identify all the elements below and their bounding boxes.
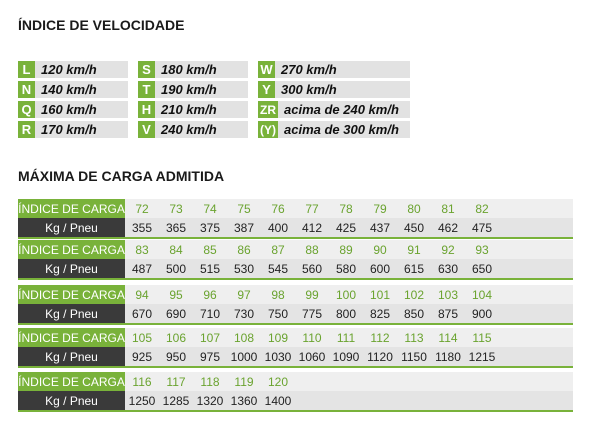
load-index-cell: 98	[271, 287, 285, 302]
kg-cell: 1360	[230, 393, 258, 408]
load-block	[18, 328, 573, 368]
load-index-label: ÍNDICE DE CARGA	[18, 199, 125, 218]
load-index-cell: 93	[475, 242, 489, 257]
load-index-cell: 109	[267, 330, 289, 345]
load-index-cell: 87	[271, 242, 285, 257]
kg-cell: 630	[437, 261, 459, 276]
speed-code: ZR	[260, 102, 276, 117]
load-index-cell: 117	[166, 374, 186, 389]
kg-cell: 545	[267, 261, 289, 276]
load-index-cell: 107	[199, 330, 221, 345]
block-underline	[18, 323, 573, 325]
kg-cell: 437	[369, 220, 391, 235]
kg-row	[18, 347, 573, 366]
speed-code: S	[138, 61, 155, 78]
load-index-cell: 104	[471, 287, 493, 302]
speed-value: 300 km/h	[281, 82, 337, 97]
load-index-cell: 94	[135, 287, 149, 302]
load-index-cell: 84	[169, 242, 183, 257]
kg-label: Kg / Pneu	[18, 304, 125, 323]
kg-cell: 365	[165, 220, 187, 235]
load-index-cell: 119	[234, 374, 254, 389]
kg-label: Kg / Pneu	[18, 259, 125, 278]
load-index-cell: 90	[373, 242, 387, 257]
load-index-cell: 88	[305, 242, 319, 257]
kg-cell: 925	[131, 349, 153, 364]
kg-cell: 615	[403, 261, 425, 276]
speed-item	[138, 81, 248, 98]
load-index-cell: 76	[271, 201, 285, 216]
kg-cell: 850	[403, 306, 425, 321]
kg-row	[18, 259, 573, 278]
speed-value: 270 km/h	[281, 62, 337, 77]
kg-cell: 500	[165, 261, 187, 276]
kg-row	[18, 391, 573, 410]
kg-cell: 400	[267, 220, 289, 235]
load-index-cell: 74	[203, 201, 217, 216]
block-underline	[18, 366, 573, 368]
kg-cell: 355	[131, 220, 153, 235]
speed-item	[18, 81, 128, 98]
load-index-cell: 112	[370, 330, 390, 345]
speed-item	[18, 121, 128, 138]
load-index-cell: 103	[437, 287, 459, 302]
load-index-cell: 108	[233, 330, 255, 345]
speed-value: acima de 300 km/h	[284, 122, 399, 137]
load-index-cell: 75	[237, 201, 251, 216]
load-block	[18, 285, 573, 325]
speed-value: acima de 240 km/h	[284, 102, 399, 117]
load-index-cell: 79	[373, 201, 387, 216]
load-index-cell: 73	[169, 201, 183, 216]
kg-cell: 690	[165, 306, 187, 321]
load-index-cell: 118	[200, 374, 220, 389]
load-index-cell: 92	[441, 242, 455, 257]
speed-index-title: ÍNDICE DE VELOCIDADE	[18, 17, 185, 33]
speed-value: 240 km/h	[161, 122, 217, 137]
load-index-cell: 96	[203, 287, 217, 302]
load-index-row	[18, 328, 573, 347]
kg-cell: 487	[131, 261, 153, 276]
kg-cell: 1090	[332, 349, 360, 364]
kg-cell: 650	[471, 261, 493, 276]
load-index-row	[18, 285, 573, 304]
block-underline	[18, 410, 573, 412]
speed-value: 170 km/h	[41, 122, 97, 137]
load-index-cell: 99	[305, 287, 319, 302]
speed-value: 190 km/h	[161, 82, 217, 97]
speed-code: Q	[18, 101, 35, 118]
block-underline	[18, 278, 573, 280]
load-index-title: MÁXIMA DE CARGA ADMITIDA	[18, 168, 225, 184]
speed-code: R	[18, 121, 35, 138]
kg-label: Kg / Pneu	[18, 347, 125, 366]
load-index-cell: 113	[404, 330, 424, 345]
speed-code: V	[138, 121, 155, 138]
kg-cell: 475	[471, 220, 493, 235]
speed-code: H	[138, 101, 155, 118]
kg-label: Kg / Pneu	[18, 391, 125, 410]
speed-value: 180 km/h	[161, 62, 217, 77]
kg-cell: 1320	[196, 393, 224, 408]
kg-cell: 515	[199, 261, 221, 276]
kg-cell: 450	[403, 220, 425, 235]
load-index-label: ÍNDICE DE CARGA	[18, 240, 125, 259]
load-index-cell: 91	[407, 242, 421, 257]
speed-item	[138, 121, 248, 138]
kg-cell: 1000	[230, 349, 258, 364]
kg-cell: 600	[369, 261, 391, 276]
kg-cell: 750	[267, 306, 289, 321]
load-index-cell: 89	[339, 242, 353, 257]
kg-cell: 1215	[468, 349, 496, 364]
load-index-cell: 77	[305, 201, 319, 216]
kg-cell: 412	[301, 220, 323, 235]
kg-cell: 670	[131, 306, 153, 321]
kg-cell: 710	[199, 306, 221, 321]
load-index-label: ÍNDICE DE CARGA	[18, 285, 125, 304]
kg-cell: 1285	[162, 393, 190, 408]
kg-cell: 775	[301, 306, 323, 321]
kg-cell: 800	[335, 306, 357, 321]
kg-cell: 1250	[128, 393, 156, 408]
speed-item	[138, 61, 248, 78]
load-index-cell: 106	[165, 330, 187, 345]
load-index-cell: 110	[302, 330, 322, 345]
speed-item	[258, 81, 410, 98]
load-index-cell: 83	[135, 242, 149, 257]
kg-cell: 1030	[264, 349, 292, 364]
speed-code: Y	[258, 81, 275, 98]
speed-item	[258, 121, 410, 138]
load-index-cell: 120	[267, 374, 289, 389]
kg-cell: 580	[335, 261, 357, 276]
load-index-row	[18, 372, 573, 391]
load-block	[18, 240, 573, 280]
load-index-cell: 116	[132, 374, 152, 389]
kg-cell: 825	[369, 306, 391, 321]
load-index-cell: 72	[135, 201, 149, 216]
block-underline	[18, 237, 573, 239]
kg-cell: 900	[471, 306, 493, 321]
speed-item	[138, 101, 248, 118]
kg-cell: 730	[233, 306, 255, 321]
speed-item	[258, 61, 410, 78]
load-index-label: ÍNDICE DE CARGA	[18, 372, 125, 391]
kg-cell: 975	[199, 349, 221, 364]
kg-cell: 1400	[264, 393, 292, 408]
speed-item	[18, 101, 128, 118]
kg-cell: 950	[165, 349, 187, 364]
kg-cell: 387	[233, 220, 255, 235]
speed-code: N	[18, 81, 35, 98]
speed-value: 210 km/h	[161, 102, 217, 117]
speed-code: L	[18, 61, 35, 78]
load-block	[18, 372, 573, 412]
kg-cell: 425	[335, 220, 357, 235]
load-index-cell: 80	[407, 201, 421, 216]
speed-code: (Y)	[260, 122, 276, 137]
load-index-cell: 81	[441, 201, 455, 216]
load-index-row	[18, 240, 573, 259]
speed-item	[18, 61, 128, 78]
load-index-cell: 85	[203, 242, 217, 257]
load-index-cell: 95	[169, 287, 183, 302]
load-index-label: ÍNDICE DE CARGA	[18, 328, 125, 347]
kg-cell: 462	[437, 220, 459, 235]
kg-cell: 1180	[435, 349, 461, 364]
load-index-cell: 86	[237, 242, 251, 257]
load-index-cell: 105	[131, 330, 153, 345]
load-index-cell: 100	[335, 287, 357, 302]
speed-value: 160 km/h	[41, 102, 97, 117]
kg-label: Kg / Pneu	[18, 218, 125, 237]
kg-cell: 1150	[401, 349, 427, 364]
load-index-cell: 111	[336, 330, 356, 345]
load-index-cell: 102	[403, 287, 425, 302]
load-index-cell: 115	[472, 330, 492, 345]
load-index-cell: 82	[475, 201, 489, 216]
kg-cell: 530	[233, 261, 255, 276]
load-index-row	[18, 199, 573, 218]
kg-cell: 875	[437, 306, 459, 321]
kg-cell: 1120	[367, 349, 393, 364]
speed-code: W	[258, 61, 275, 78]
kg-cell: 1060	[298, 349, 326, 364]
load-block	[18, 199, 573, 239]
speed-item	[258, 101, 410, 118]
load-index-cell: 101	[369, 287, 391, 302]
load-index-cell: 97	[237, 287, 251, 302]
load-index-cell: 114	[438, 330, 458, 345]
kg-row	[18, 304, 573, 323]
speed-code: T	[138, 81, 155, 98]
speed-value: 120 km/h	[41, 62, 97, 77]
kg-row	[18, 218, 573, 237]
kg-cell: 560	[301, 261, 323, 276]
load-index-cell: 78	[339, 201, 353, 216]
kg-cell: 375	[199, 220, 221, 235]
speed-value: 140 km/h	[41, 82, 97, 97]
